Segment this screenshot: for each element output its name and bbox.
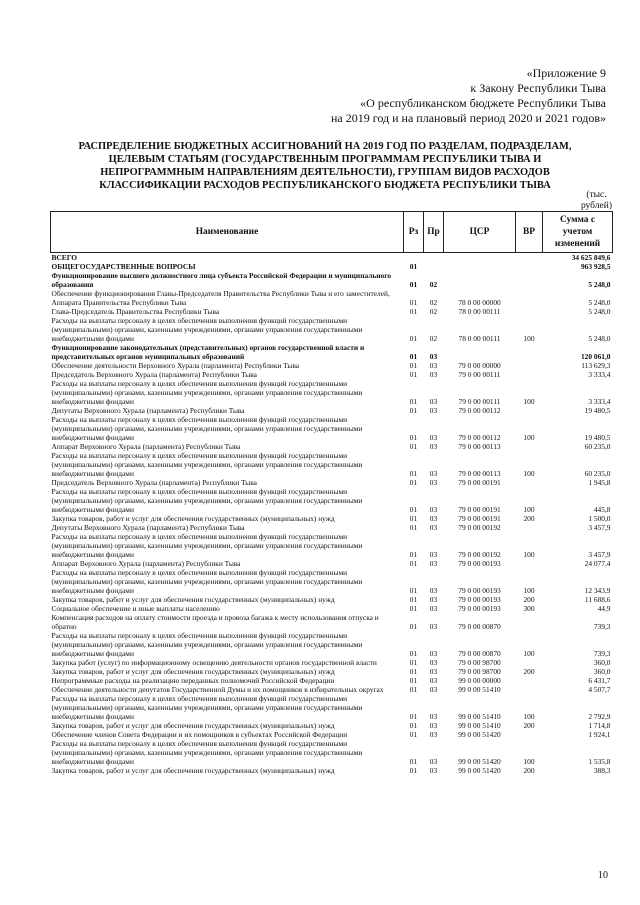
cell-vr xyxy=(516,406,543,415)
table-row xyxy=(51,721,613,730)
table-row xyxy=(51,523,613,532)
table-row xyxy=(51,289,613,307)
table-row xyxy=(51,442,613,451)
cell-name: Обеспечение членов Совета Федерации и их помощников в субъектах Российской Федерации xyxy=(51,730,348,739)
cell-sum: 11 688,6 xyxy=(584,595,611,604)
cell-pr: 03 xyxy=(429,604,438,613)
cell-vr xyxy=(516,685,543,694)
appendix-line-2: к Закону Республики Тыва xyxy=(470,81,606,95)
cell-csr: 79 0 00 00191 xyxy=(458,478,501,487)
cell-pr: 03 xyxy=(429,595,438,604)
cell-name: Закупка товаров, работ и услуг для обеспечения государственных (муниципальных) нужд xyxy=(51,766,335,775)
cell-vr xyxy=(516,307,543,316)
cell-csr: 79 0 00 00112 xyxy=(458,406,501,415)
cell-vr xyxy=(516,271,543,289)
table-row xyxy=(51,487,613,514)
cell-vr: 100 xyxy=(523,397,535,406)
cell-sum: 12 343,9 xyxy=(584,586,611,595)
cell-csr: 79 0 00 00193 xyxy=(458,559,501,568)
cell-csr: 79 0 00 00000 xyxy=(458,361,501,370)
table-row xyxy=(51,343,613,361)
table-row xyxy=(51,739,613,766)
cell-vr: 200 xyxy=(523,721,535,730)
cell-name: Расходы на выплаты персоналу в целях обеспечения выполнения функций государственными (муниципальными) органами, казенными учреждениями, органами управления государственными внебюджетными фондами xyxy=(51,532,363,559)
table-row xyxy=(51,631,613,658)
cell-vr xyxy=(516,253,543,263)
cell-rz: 01 xyxy=(409,262,418,271)
cell-pr: 03 xyxy=(429,559,438,568)
cell-sum: 3 457,9 xyxy=(588,523,611,532)
cell-vr: 200 xyxy=(523,595,535,604)
cell-pr: 03 xyxy=(429,442,438,451)
cell-vr: 300 xyxy=(523,604,535,613)
header-sum xyxy=(543,212,613,253)
cell-rz: 01 xyxy=(409,658,418,667)
units-note xyxy=(581,190,612,212)
cell-pr: 02 xyxy=(429,334,438,343)
table-row xyxy=(51,361,613,370)
cell-csr: 79 0 00 00193 xyxy=(458,586,501,595)
cell-sum: 3 457,9 xyxy=(588,550,611,559)
cell-pr: 02 xyxy=(429,307,438,316)
appendix-line-4: на 2019 год и на плановый период 2020 и 2021 годов» xyxy=(330,111,606,125)
header-name: Наименование xyxy=(51,212,404,253)
cell-sum: 1 924,1 xyxy=(588,730,611,739)
table-row xyxy=(51,478,613,487)
cell-pr xyxy=(424,262,444,271)
cell-name: Расходы на выплаты персоналу в целях обеспечения выполнения функций государственными (муниципальными) органами, казенными учреждениями, органами управления государственными внебюджетными фондами xyxy=(51,415,363,442)
cell-pr: 03 xyxy=(429,712,438,721)
header-sum-line-3: изменений xyxy=(554,239,601,249)
cell-vr xyxy=(516,361,543,370)
cell-csr xyxy=(444,262,516,271)
cell-rz: 01 xyxy=(409,595,418,604)
cell-pr: 03 xyxy=(429,361,438,370)
appendix-line-3: «О республиканском бюджете Республики Тыва xyxy=(360,96,606,110)
cell-vr xyxy=(516,370,543,379)
cell-pr: 03 xyxy=(429,352,438,361)
cell-name: Закупка товаров, работ и услуг для обеспечения государственных (муниципальных) нужд xyxy=(51,514,335,523)
cell-csr: 78 0 00 00111 xyxy=(458,307,501,316)
header-pr: Пр xyxy=(424,212,444,253)
table-header-row xyxy=(51,212,613,253)
cell-csr: 79 0 00 00191 xyxy=(458,514,501,523)
cell-vr: 200 xyxy=(523,667,535,676)
cell-rz: 01 xyxy=(409,766,418,775)
table-row xyxy=(51,514,613,523)
header-rz: Рз xyxy=(404,212,424,253)
cell-name: Расходы на выплаты персоналу в целях обеспечения выполнения функций государственными (муниципальными) органами, казенными учреждениями, органами управления государственными внебюджетными фондами xyxy=(51,316,363,343)
cell-name: ОБЩЕГОСУДАРСТВЕННЫЕ ВОПРОСЫ xyxy=(51,262,196,271)
cell-rz: 01 xyxy=(409,559,418,568)
cell-sum: 60 235,0 xyxy=(584,469,611,478)
cell-vr: 100 xyxy=(523,712,535,721)
cell-csr: 79 0 00 00193 xyxy=(458,604,501,613)
table-row xyxy=(51,370,613,379)
cell-pr: 03 xyxy=(429,757,438,766)
cell-sum: 445,8 xyxy=(593,505,611,514)
cell-rz: 01 xyxy=(409,757,418,766)
cell-csr: 99 0 00 51410 xyxy=(458,712,501,721)
table-row xyxy=(51,559,613,568)
cell-sum: 3 333,4 xyxy=(588,370,611,379)
cell-vr: 200 xyxy=(523,514,535,523)
cell-rz: 01 xyxy=(409,676,418,685)
cell-vr: 100 xyxy=(523,586,535,595)
cell-pr: 03 xyxy=(429,730,438,739)
cell-name: Закупка товаров, работ и услуг для обеспечения государственных (муниципальных) нужд xyxy=(51,721,335,730)
cell-csr: 79 0 00 00192 xyxy=(458,550,501,559)
cell-vr xyxy=(516,442,543,451)
cell-pr: 03 xyxy=(429,649,438,658)
cell-pr: 03 xyxy=(429,469,438,478)
cell-rz: 01 xyxy=(409,352,418,361)
table-row xyxy=(51,451,613,478)
cell-name: Обеспечение деятельности депутатов Государственной Думы и их помощников в избирательных округах xyxy=(51,685,384,694)
cell-vr xyxy=(516,343,543,361)
cell-sum: 120 061,0 xyxy=(580,352,611,361)
cell-sum: 1 945,8 xyxy=(588,478,611,487)
cell-rz: 01 xyxy=(409,721,418,730)
cell-vr: 100 xyxy=(523,649,535,658)
document-title xyxy=(40,140,610,192)
cell-rz xyxy=(404,253,424,263)
units-line-1: (тыс. xyxy=(586,190,607,200)
cell-sum: 19 480,5 xyxy=(584,406,611,415)
cell-sum: 24 077,4 xyxy=(584,559,611,568)
table-row xyxy=(51,613,613,631)
cell-rz: 01 xyxy=(409,280,418,289)
cell-csr xyxy=(444,253,516,263)
header-csr: ЦСР xyxy=(444,212,516,253)
cell-pr: 03 xyxy=(429,433,438,442)
cell-pr: 03 xyxy=(429,667,438,676)
cell-vr: 100 xyxy=(523,757,535,766)
cell-name: Закупка работ (услуг) по информационному освещению деятельности органов государственной власти xyxy=(51,658,377,667)
cell-name: Компенсация расходов на оплату стоимости проезда и провоза багажа к месту использования отпуска и обратно xyxy=(51,613,379,631)
cell-name: Расходы на выплаты персоналу в целях обеспечения выполнения функций государственными (муниципальными) органами, казенными учреждениями, органами управления государственными внебюджетными фондами xyxy=(51,451,363,478)
cell-rz: 01 xyxy=(409,685,418,694)
cell-rz: 01 xyxy=(409,406,418,415)
budget-table xyxy=(50,211,613,775)
cell-name: Председатель Верховного Хурала (парламента) Республики Тыва xyxy=(51,370,257,379)
cell-name: Функционирование законодательных (представительных) органов государственной власти и представительных органов муниципальных образований xyxy=(51,343,365,361)
cell-pr: 03 xyxy=(429,523,438,532)
cell-vr: 100 xyxy=(523,334,535,343)
cell-vr xyxy=(516,730,543,739)
cell-vr xyxy=(516,478,543,487)
table-row xyxy=(51,379,613,406)
cell-csr: 79 0 00 00113 xyxy=(458,469,501,478)
cell-csr xyxy=(444,271,516,289)
cell-name: Обеспечение функционирования Главы-Председателя Правительства Республики Тыва и его заместителей, Аппарата Правительства Республики Тыва xyxy=(51,289,390,307)
cell-vr: 200 xyxy=(523,766,535,775)
appendix-header xyxy=(331,66,606,126)
cell-name: Закупка товаров, работ и услуг для обеспечения государственных (муниципальных) нужд xyxy=(51,595,335,604)
cell-sum: 19 480,5 xyxy=(584,433,611,442)
header-sum-line-2: учетом xyxy=(562,227,593,237)
cell-sum: 2 792,9 xyxy=(588,712,611,721)
cell-sum: 388,3 xyxy=(593,766,611,775)
cell-name: Закупка товаров, работ и услуг для обеспечения государственных (муниципальных) нужд xyxy=(51,667,335,676)
cell-csr: 99 0 00 51420 xyxy=(458,757,501,766)
cell-sum: 739,3 xyxy=(593,649,611,658)
cell-vr xyxy=(516,262,543,271)
cell-csr: 99 0 00 51420 xyxy=(458,766,501,775)
header-vr: ВР xyxy=(516,212,543,253)
cell-csr: 99 0 00 51410 xyxy=(458,721,501,730)
cell-sum: 1 535,8 xyxy=(588,757,611,766)
cell-name: Расходы на выплаты персоналу в целях обеспечения выполнения функций государственными (муниципальными) органами, казенными учреждениями, органами управления государственными внебюджетными фондами xyxy=(51,379,363,406)
cell-name: Социальное обеспечение и иные выплаты населению xyxy=(51,604,220,613)
table-row xyxy=(51,604,613,613)
cell-csr: 79 0 00 00870 xyxy=(458,649,501,658)
cell-name: Расходы на выплаты персоналу в целях обеспечения выполнения функций государственными (муниципальными) органами, казенными учреждениями, органами управления государственными внебюджетными фондами xyxy=(51,631,363,658)
cell-vr: 100 xyxy=(523,505,535,514)
table-body xyxy=(51,253,613,776)
cell-pr: 02 xyxy=(429,298,438,307)
cell-name: Депутаты Верховного Хурала (парламента) Республики Тыва xyxy=(51,406,245,415)
cell-csr: 99 0 00 00000 xyxy=(458,676,501,685)
cell-vr xyxy=(516,523,543,532)
units-line-2: рублей) xyxy=(580,201,612,211)
cell-csr: 79 0 00 00112 xyxy=(458,433,501,442)
table-row xyxy=(51,685,613,694)
table-row xyxy=(51,415,613,442)
cell-rz: 01 xyxy=(409,433,418,442)
table-row xyxy=(51,253,613,263)
cell-pr: 03 xyxy=(429,406,438,415)
cell-csr xyxy=(444,343,516,361)
cell-csr: 79 0 00 98700 xyxy=(458,658,501,667)
cell-csr: 78 0 00 00111 xyxy=(458,334,501,343)
cell-rz: 01 xyxy=(409,442,418,451)
title-line-3: НЕПРОГРАММНЫМ НАПРАВЛЕНИЯМ ДЕЯТЕЛЬНОСТИ), ГРУППАМ ВИДОВ РАСХОДОВ xyxy=(100,167,550,178)
cell-pr: 03 xyxy=(429,397,438,406)
cell-vr xyxy=(516,658,543,667)
cell-csr: 79 0 00 00193 xyxy=(458,595,501,604)
cell-csr: 79 0 00 00870 xyxy=(458,622,501,631)
cell-rz: 01 xyxy=(409,730,418,739)
cell-sum: 963 928,5 xyxy=(580,262,611,271)
table-row xyxy=(51,658,613,667)
cell-rz: 01 xyxy=(409,505,418,514)
cell-pr: 03 xyxy=(429,370,438,379)
cell-csr: 79 0 00 00111 xyxy=(458,370,501,379)
cell-vr xyxy=(516,559,543,568)
cell-name: Депутаты Верховного Хурала (парламента) Республики Тыва xyxy=(51,523,245,532)
cell-sum: 1 714,8 xyxy=(588,721,611,730)
table-row xyxy=(51,262,613,271)
title-line-4: КЛАССИФИКАЦИИ РАСХОДОВ РЕСПУБЛИКАНСКОГО БЮДЖЕТА РЕСПУБЛИКИ ТЫВА xyxy=(99,180,551,191)
cell-rz: 01 xyxy=(409,397,418,406)
cell-sum: 4 507,7 xyxy=(588,685,611,694)
cell-sum: 360,0 xyxy=(593,667,611,676)
table-row xyxy=(51,568,613,595)
cell-sum: 6 431,7 xyxy=(588,676,611,685)
cell-sum: 739,3 xyxy=(593,622,611,631)
cell-name: Аппарат Верховного Хурала (парламента) Республики Тыва xyxy=(51,442,241,451)
cell-name: Расходы на выплаты персоналу в целях обеспечения выполнения функций государственными (муниципальными) органами, казенными учреждениями, органами управления государственными внебюджетными фондами xyxy=(51,568,363,595)
cell-name: Непрограммные расходы на реализацию переданных полномочий Российской Федерации xyxy=(51,676,335,685)
table-row xyxy=(51,730,613,739)
table-row xyxy=(51,595,613,604)
table-row xyxy=(51,694,613,721)
cell-name: Председатель Верховного Хурала (парламента) Республики Тыва xyxy=(51,478,257,487)
cell-sum: 5 248,0 xyxy=(588,334,611,343)
cell-pr: 03 xyxy=(429,685,438,694)
table-row xyxy=(51,406,613,415)
cell-name: Функционирование высшего должностного лица субъекта Российской Федерации и муниципального образования xyxy=(51,271,392,289)
table-row xyxy=(51,271,613,289)
cell-sum: 5 248,0 xyxy=(588,298,611,307)
cell-rz: 01 xyxy=(409,469,418,478)
cell-sum: 34 625 849,6 xyxy=(543,253,613,263)
cell-name: ВСЕГО xyxy=(51,253,404,263)
cell-pr: 03 xyxy=(429,514,438,523)
cell-name: Глава-Председатель Правительства Республики Тыва xyxy=(51,307,220,316)
table-row xyxy=(51,667,613,676)
cell-rz: 01 xyxy=(409,622,418,631)
cell-csr: 78 0 00 00000 xyxy=(458,298,501,307)
cell-name: Расходы на выплаты персоналу в целях обеспечения выполнения функций государственными (муниципальными) органами, казенными учреждениями, органами управления государственными внебюджетными фондами xyxy=(51,694,363,721)
cell-rz: 01 xyxy=(409,667,418,676)
cell-rz: 01 xyxy=(409,334,418,343)
cell-rz: 01 xyxy=(409,649,418,658)
cell-rz: 01 xyxy=(409,514,418,523)
cell-vr xyxy=(516,676,543,685)
cell-rz: 01 xyxy=(409,586,418,595)
cell-name: Обеспечение деятельности Верховного Хурала (парламента) Республики Тыва xyxy=(51,361,300,370)
cell-pr: 03 xyxy=(429,586,438,595)
cell-csr: 99 0 00 51420 xyxy=(458,730,501,739)
cell-sum: 113 629,3 xyxy=(581,361,611,370)
cell-rz: 01 xyxy=(409,307,418,316)
cell-rz: 01 xyxy=(409,370,418,379)
title-line-2: ЦЕЛЕВЫМ СТАТЬЯМ (ГОСУДАРСТВЕННЫМ ПРОГРАММАМ РЕСПУБЛИКИ ТЫВА И xyxy=(108,154,542,165)
cell-vr: 100 xyxy=(523,550,535,559)
cell-pr: 03 xyxy=(429,550,438,559)
cell-csr: 79 0 00 00113 xyxy=(458,442,501,451)
appendix-line-1: «Приложение 9 xyxy=(526,66,606,80)
table-row xyxy=(51,316,613,343)
cell-rz: 01 xyxy=(409,523,418,532)
cell-rz: 01 xyxy=(409,712,418,721)
cell-pr: 03 xyxy=(429,505,438,514)
table-row xyxy=(51,307,613,316)
cell-pr: 03 xyxy=(429,622,438,631)
cell-rz: 01 xyxy=(409,550,418,559)
page-number: 10 xyxy=(598,870,608,881)
cell-csr: 79 0 00 00192 xyxy=(458,523,501,532)
cell-rz: 01 xyxy=(409,298,418,307)
table-row xyxy=(51,532,613,559)
cell-vr xyxy=(516,613,543,631)
header-sum-line-1: Сумма с xyxy=(560,215,595,225)
cell-pr xyxy=(424,253,444,263)
cell-vr: 100 xyxy=(523,433,535,442)
cell-vr xyxy=(516,289,543,307)
cell-pr: 03 xyxy=(429,478,438,487)
cell-csr: 79 0 00 00191 xyxy=(458,505,501,514)
cell-sum: 5 248,0 xyxy=(588,307,611,316)
cell-name: Расходы на выплаты персоналу в целях обеспечения выполнения функций государственными (муниципальными) органами, казенными учреждениями, органами управления государственными внебюджетными фондами xyxy=(51,739,363,766)
cell-sum: 360,0 xyxy=(593,658,611,667)
cell-rz: 01 xyxy=(409,478,418,487)
table-row xyxy=(51,676,613,685)
cell-pr: 03 xyxy=(429,676,438,685)
cell-sum: 5 248,0 xyxy=(588,280,611,289)
cell-csr: 99 0 00 51410 xyxy=(458,685,501,694)
cell-csr: 79 0 00 00111 xyxy=(458,397,501,406)
cell-pr: 03 xyxy=(429,721,438,730)
table-row xyxy=(51,766,613,775)
cell-sum: 1 500,0 xyxy=(588,514,611,523)
cell-pr: 02 xyxy=(429,280,438,289)
cell-csr: 79 0 00 98700 xyxy=(458,667,501,676)
cell-sum: 44,9 xyxy=(597,604,611,613)
cell-name: Расходы на выплаты персоналу в целях обеспечения выполнения функций государственными (муниципальными) органами, казенными учреждениями, органами управления государственными внебюджетными фондами xyxy=(51,487,363,514)
cell-pr: 03 xyxy=(429,766,438,775)
cell-pr: 03 xyxy=(429,658,438,667)
cell-vr: 100 xyxy=(523,469,535,478)
title-line-1: РАСПРЕДЕЛЕНИЕ БЮДЖЕТНЫХ АССИГНОВАНИЙ НА 2019 ГОД ПО РАЗДЕЛАМ, ПОДРАЗДЕЛАМ, xyxy=(78,141,572,152)
cell-sum: 60 235,0 xyxy=(584,442,611,451)
cell-name: Аппарат Верховного Хурала (парламента) Республики Тыва xyxy=(51,559,241,568)
cell-rz: 01 xyxy=(409,604,418,613)
cell-sum: 3 333,4 xyxy=(588,397,611,406)
cell-rz: 01 xyxy=(409,361,418,370)
